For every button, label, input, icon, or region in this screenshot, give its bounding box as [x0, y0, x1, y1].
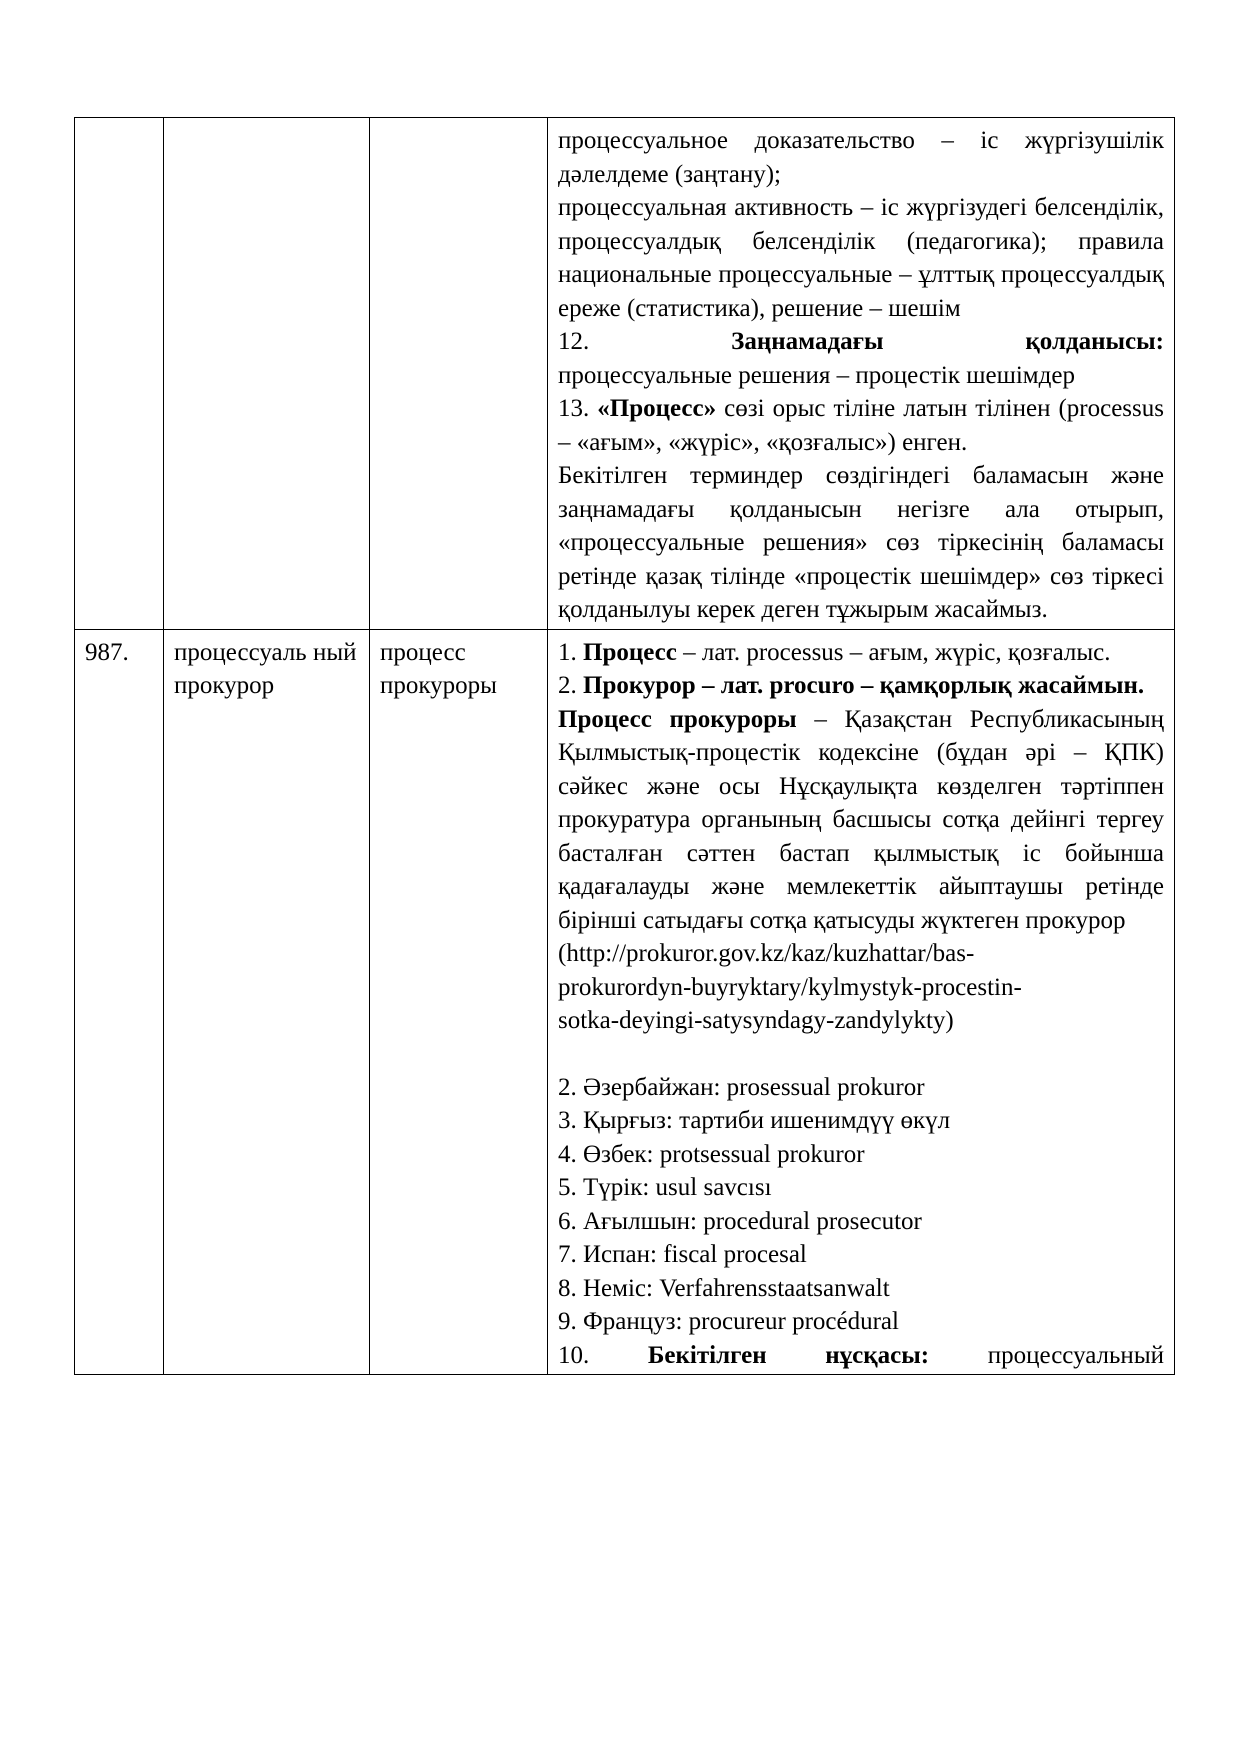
list-item: 5. Түрік: usul savcısı	[558, 1174, 772, 1201]
definition-text: – Қазақстан Республикасының Қылмыстық-процестік кодексіне (бұдан әрі – ҚПК) сәйкес және осы Нұсқаулықта көзделген тәртіппен прокуратура органының басшысы сотқа дейінгі тергеу басталған сәттен бастап қылмыстық іс бойынша қадағалауды және мемлекеттік айыптаушы ретінде бірінші сатыдағы сотқа қатысуды жүктеген прокурор	[558, 705, 1164, 934]
table-row	[75, 629, 1175, 1375]
list-item: 9. Француз: procureur procédural	[558, 1308, 899, 1335]
item-text: – лат. processus – ағым, жүріс, қозғалыс.	[683, 638, 1111, 666]
table-row	[75, 118, 1175, 630]
item-text: процессуальные решения – процестік шешімдер	[558, 361, 1075, 389]
item-heading: Процесс	[583, 638, 677, 666]
translations-list	[558, 1071, 1164, 1339]
list-item: 4. Өзбек: protsessual prokuror	[558, 1140, 865, 1168]
conclusion-paragraph: Бекітілген терминдер сөздігіндегі баламасын және заңнамадағы қолданысын негізге ала отырып, «процессуальные решения» сөз тіркесінің баламасы ретінде қазақ тілінде «процестік шешімдер» сөз тіркесі қолданылуы керек деген тұжырым жасаймыз.	[558, 462, 1164, 623]
item-text: Прокурор – лат. procuro – қамқорлық жасаймын.	[583, 672, 1145, 699]
term-russian-cell	[164, 118, 370, 630]
explanation-cell	[548, 118, 1175, 630]
terms-table	[74, 117, 1175, 1375]
term-russian-cell: процессуаль ный прокурор	[164, 629, 370, 1375]
item-text: процессуальный	[987, 1341, 1164, 1369]
legislation-usage-item	[558, 325, 1164, 392]
etymology-process-item	[558, 636, 1164, 670]
item-heading: Бекітілген нұсқасы:	[647, 1341, 930, 1369]
item-number: 10.	[558, 1341, 590, 1369]
list-item: 2. Әзербайжан: prosessual prokuror	[558, 1073, 925, 1101]
entry-number-cell: 987.	[75, 629, 164, 1375]
definition-heading: Процесс прокуроры	[558, 705, 797, 733]
list-item: 7. Испан: fiscal procesal	[558, 1241, 807, 1268]
list-item: 6. Ағылшын: procedural prosecutor	[558, 1207, 922, 1235]
item-number: 2.	[558, 672, 577, 699]
list-item: 8. Неміс: Verfahrensstaatsanwalt	[558, 1274, 890, 1302]
item-heading: «Процесс»	[597, 395, 717, 422]
source-link: (http://prokuror.gov.kz/kaz/kuzhattar/bas- prokurordyn-buyryktary/kylmystyk-procestin- sotka-deyingi-satysyndagy-zandylykty)	[558, 940, 1022, 1034]
entry-number-cell	[75, 118, 164, 630]
etymology-item	[558, 392, 1164, 459]
etymology-prosecutor-item	[558, 669, 1164, 703]
definition-paragraph	[558, 703, 1164, 938]
item-number: 12.	[558, 328, 590, 355]
term-kazakh-cell	[370, 118, 548, 630]
spacer	[558, 1038, 1164, 1071]
approved-version-item	[558, 1339, 1164, 1373]
item-heading: Заңнамадағы қолданысы:	[731, 328, 1164, 355]
item-number: 1.	[558, 638, 577, 666]
explanation-cell	[548, 629, 1175, 1375]
list-item: 3. Қырғыз: тартиби ишенимдүү өкүл	[558, 1107, 951, 1134]
term-kazakh-cell: процесс прокуроры	[370, 629, 548, 1375]
usage-example-2: процессуальная активность – іс жүргізудегі белсенділік, процессуалдық белсенділік (педагогика); правила национальные процессуальные – ұлттық процессуалдық ереже (статистика), решение – шешім	[558, 194, 1164, 322]
item-number: 13.	[558, 395, 590, 422]
usage-example-1: процессуальное доказательство – іс жүргізушілік дәлелдеме (заңтану);	[558, 127, 1164, 188]
item-text: сөзі орыс тіліне латын тілінен (processus – «ағым», «жүріс», «қозғалыс») енген.	[558, 395, 1164, 456]
